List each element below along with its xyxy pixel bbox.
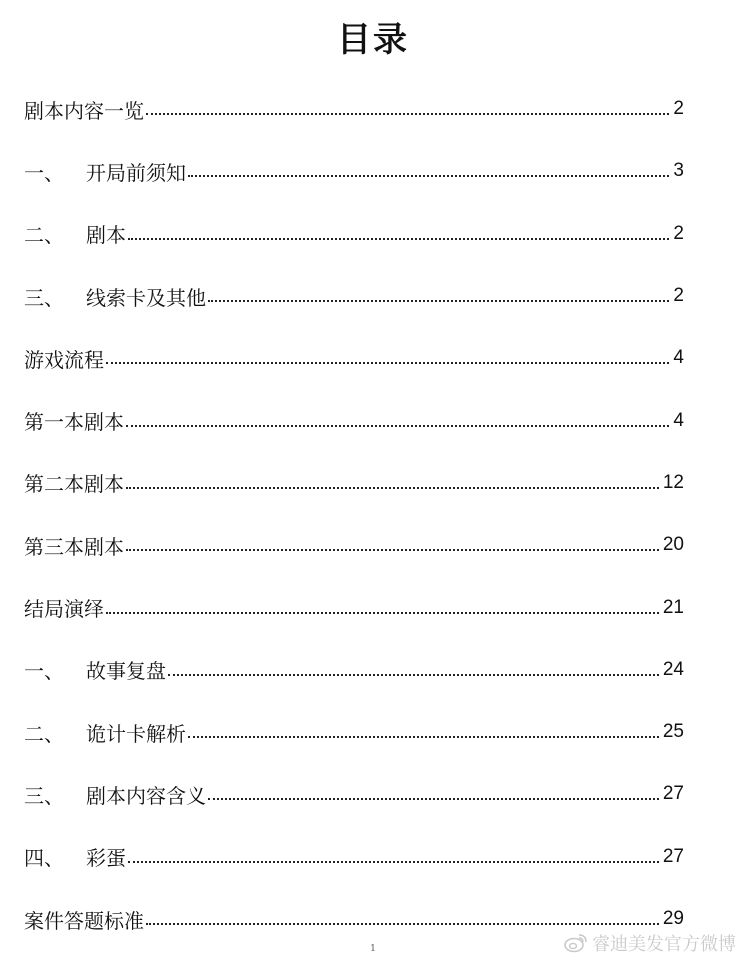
dot-leader bbox=[126, 549, 659, 551]
toc-entry-page: 3 bbox=[673, 160, 684, 182]
weibo-icon bbox=[564, 933, 588, 953]
dot-leader bbox=[188, 736, 659, 738]
toc-entry-page: 2 bbox=[673, 98, 684, 120]
toc-entry-page: 2 bbox=[673, 285, 684, 307]
toc-entry[interactable] bbox=[24, 576, 684, 638]
toc-entry-page: 27 bbox=[662, 845, 684, 867]
dot-leader bbox=[106, 612, 659, 614]
watermark bbox=[564, 930, 736, 956]
toc-entry-label: 剧本内容含义 bbox=[86, 783, 206, 808]
toc-entry-number: 一、 bbox=[24, 160, 64, 185]
toc-entry[interactable] bbox=[24, 389, 684, 451]
toc-entry-label: 第三本剧本 bbox=[24, 534, 124, 559]
toc-entry[interactable] bbox=[24, 140, 684, 202]
toc-entry-label: 第二本剧本 bbox=[24, 472, 124, 497]
toc-entry[interactable] bbox=[24, 265, 684, 327]
toc-entry-number: 三、 bbox=[24, 783, 64, 808]
toc-entry-number: 三、 bbox=[24, 285, 64, 310]
watermark-text: 睿迪美发官方微博 bbox=[592, 934, 736, 955]
toc-entry-page: 20 bbox=[662, 534, 684, 556]
toc-entry-label: 故事复盘 bbox=[86, 659, 166, 684]
dot-leader bbox=[128, 238, 669, 240]
page-number: 1 bbox=[370, 944, 376, 954]
toc-entry-page: 24 bbox=[662, 658, 684, 680]
dot-leader bbox=[208, 300, 669, 302]
toc-entry[interactable] bbox=[24, 763, 684, 825]
dot-leader bbox=[146, 113, 669, 115]
toc-entry-label: 第一本剧本 bbox=[24, 410, 124, 435]
toc-entry-label: 游戏流程 bbox=[24, 347, 104, 372]
toc-entry[interactable] bbox=[24, 452, 684, 514]
toc-entry-label: 彩蛋 bbox=[86, 846, 126, 871]
dot-leader bbox=[126, 487, 659, 489]
toc-entry-number: 四、 bbox=[24, 846, 64, 871]
toc-entry-number: 二、 bbox=[24, 721, 64, 746]
toc-entry-label: 结局演绎 bbox=[24, 597, 104, 622]
dot-leader bbox=[168, 674, 659, 676]
toc-entry-page: 27 bbox=[662, 783, 684, 805]
toc-entry[interactable] bbox=[24, 203, 684, 265]
toc-entry-label: 诡计卡解析 bbox=[86, 721, 186, 746]
toc-entry-number: 一、 bbox=[24, 659, 64, 684]
toc-entry[interactable] bbox=[24, 701, 684, 763]
dot-leader bbox=[126, 425, 669, 427]
toc-entry-page: 29 bbox=[662, 908, 684, 929]
dot-leader bbox=[188, 175, 669, 177]
toc-entry-label: 线索卡及其他 bbox=[86, 285, 206, 310]
toc-entry-page: 4 bbox=[673, 347, 684, 369]
toc-entry[interactable] bbox=[24, 327, 684, 389]
toc-entry[interactable] bbox=[24, 826, 684, 888]
toc-entry-page: 21 bbox=[662, 596, 684, 618]
toc-entry-page: 25 bbox=[662, 721, 684, 743]
toc-entry[interactable] bbox=[24, 78, 684, 140]
toc-entry-number: 二、 bbox=[24, 223, 64, 248]
dot-leader bbox=[128, 861, 659, 863]
toc-entry[interactable] bbox=[24, 639, 684, 701]
toc-entry-label: 剧本 bbox=[86, 223, 126, 248]
toc-entry-page: 2 bbox=[673, 222, 684, 244]
toc-entry[interactable] bbox=[24, 514, 684, 576]
dot-leader bbox=[208, 798, 659, 800]
toc-entry-label: 案件答题标准 bbox=[24, 908, 144, 933]
toc-entry-page: 4 bbox=[673, 409, 684, 431]
toc-title: 目录 bbox=[337, 20, 409, 60]
toc-entry-label: 开局前须知 bbox=[86, 160, 186, 185]
dot-leader bbox=[106, 362, 669, 364]
toc-entry-label: 剧本内容一览 bbox=[24, 98, 144, 123]
dot-leader bbox=[146, 923, 659, 925]
toc-entry-page: 12 bbox=[662, 471, 684, 493]
table-of-contents bbox=[24, 78, 684, 950]
